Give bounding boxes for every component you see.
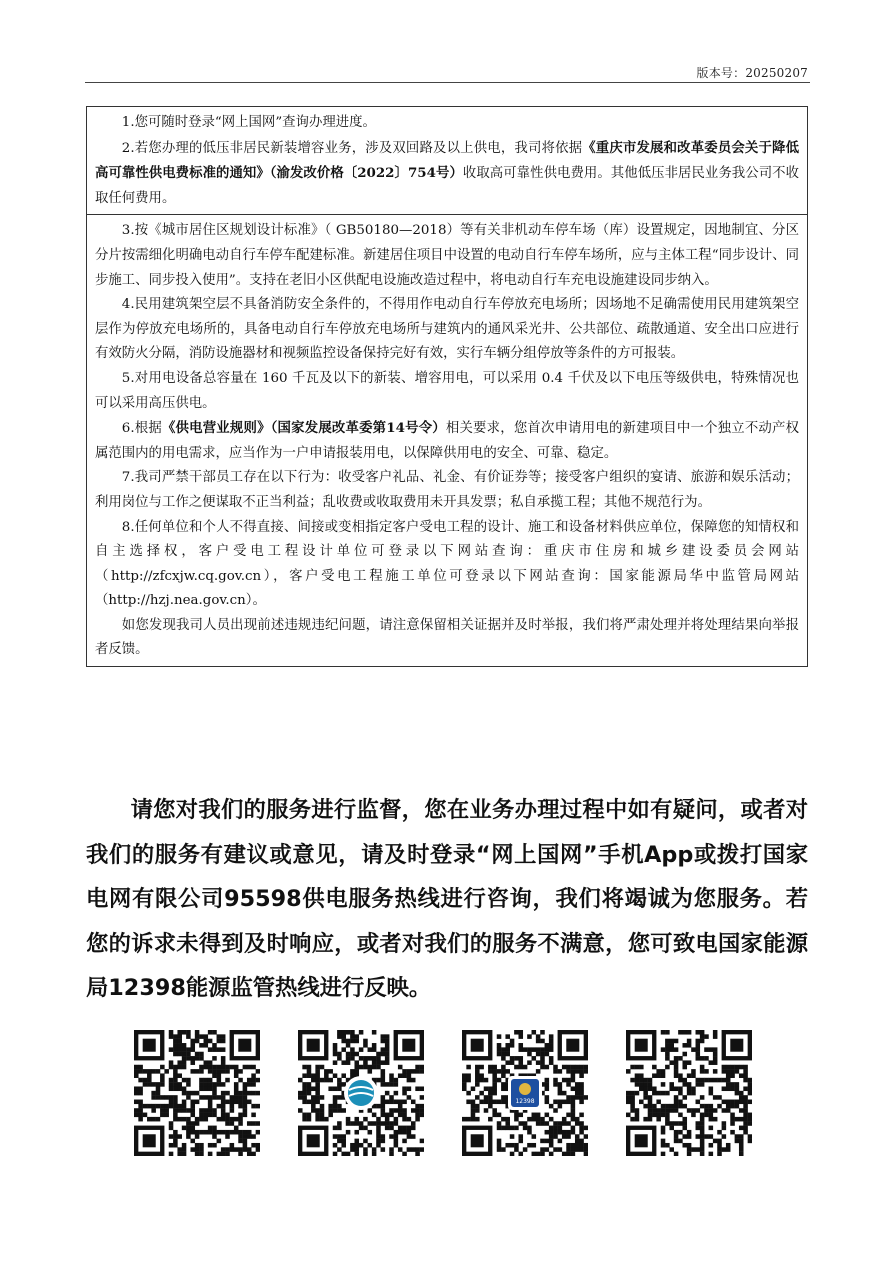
notes-box [86, 106, 808, 667]
qr-code-icon [626, 1030, 752, 1156]
badge-label: 12398 [515, 1098, 535, 1105]
note-bold-text: 《重庆市发展和改革委员会关于降低高可靠性供电费标准的通知》（渝发改价格〔2022〕754号） [95, 139, 800, 182]
notes-section-1 [87, 107, 807, 214]
version-number: 版本号：20250207 [696, 66, 808, 80]
qr-code-icon [462, 1030, 588, 1156]
qr-code-4 [626, 1030, 752, 1156]
note-text: 8.任何单位和个人不得直接、间接或变相指定客户受电工程的设计、施工和设备材料供应单位，保障您的知情权和自主选择权，客户受电工程设计单位可登录以下网站查询：重庆市住房和城乡建设委员会网站（http://zfcxjw.cq.gov.cn），客户受电工程施工单位可登录以下网站查询：国家能源局华中监管局网站（http://hzj.nea.gov.cn）。 [95, 519, 799, 609]
note-text: 4.民用建筑架空层不具备消防安全条件的，不得用作电动自行车停放充电场所；因场地不足确需使用民用建筑架空层作为停放充电场所的，具备电动自行车停放充电场所与建筑内的通风采光井、公共部位、疏散通道、安全出口应进行有效防火分隔，消防设施器材和视频监控设备保持完好有效，实行车辆分组停放等条件的方可报装。 [95, 297, 799, 362]
note-item [95, 367, 799, 416]
note-text: 7.我司严禁干部员工存在以下行为：收受客户礼品、礼金、有价证券等；接受客户组织的宴请、旅游和娱乐活动；利用岗位与工作之便谋取不正当利益；乱收费或收取费用未开具发票；私自承揽工程；其他不规范行为。 [95, 470, 799, 510]
note-bold-text: 《供电营业规则》（国家发展改革委第14号令） [161, 420, 446, 437]
note-text: 5.对用电设备总容量在 160 千瓦及以下的新装、增容用电，可以采用 0.4 千伏及以下电压等级供电，特殊情况也可以采用高压供电。 [95, 370, 799, 411]
header-divider [85, 82, 810, 83]
note-item [95, 614, 799, 663]
qr-code-icon [134, 1030, 260, 1156]
qr-code-3 [462, 1030, 588, 1156]
qr-code-icon [298, 1030, 424, 1156]
qr-code-row [134, 1030, 754, 1160]
state-grid-logo-icon [344, 1076, 378, 1110]
note-text: 1.您可随时登录“网上国网”查询办理进度。 [121, 115, 376, 130]
note-item [95, 293, 799, 367]
note-text: 收取高可靠性供电费用。其他低压非居民业务我公司不收取任何费用。 [95, 166, 799, 206]
note-text: 3.按《城市居住区规划设计标准》（ GB50180—2018）等有关非机动车停车场（库）设置规定，因地制宜、分区分片按需细化明确电动自行车停车配建标准。新建居住项目中设置的电动自行车停车场所，应与主体工程“同步设计、同步施工、同步投入使用”。支持在老旧小区供配电设施改造过程中，将电动自行车充电设施建设同步纳入。 [95, 223, 799, 288]
qr-code-2 [298, 1030, 424, 1156]
note-text: 6.根据 [121, 421, 162, 437]
note-item [95, 516, 799, 614]
note-text: 如您发现我司人员出现前述违规违纪问题，请注意保留相关证据并及时举报，我们将严肃处理并将处理结果向举报者反馈。 [95, 617, 799, 658]
badge-12398-icon [508, 1076, 542, 1110]
supervision-paragraph: 请您对我们的服务进行监督，您在业务办理过程中如有疑问，或者对我们的服务有建议或意见，请及时登录“网上国网”手机App或拨打国家电网有限公司95598供电服务热线进行咨询，我们将竭诚为您服务。若您的诉求未得到及时响应，或者对我们的服务不满意，您可致电国家能源局12398能源监管热线进行反映。 [86, 797, 808, 1001]
note-item [95, 136, 799, 212]
note-text: 相关要求，您首次申请用电的新建项目中一个独立不动产权属范围内的用电需求，应当作为一户申请报装用电，以保障供用电的安全、可靠、稳定。 [95, 421, 799, 461]
note-item [95, 219, 799, 293]
notes-section-2 [87, 214, 807, 666]
note-item [95, 466, 799, 515]
note-item [95, 416, 799, 466]
note-item [95, 111, 799, 136]
qr-code-1 [134, 1030, 260, 1156]
note-text: 2.若您办理的低压非居民新装增容业务，涉及双回路及以上供电，我司将依据 [121, 140, 583, 156]
